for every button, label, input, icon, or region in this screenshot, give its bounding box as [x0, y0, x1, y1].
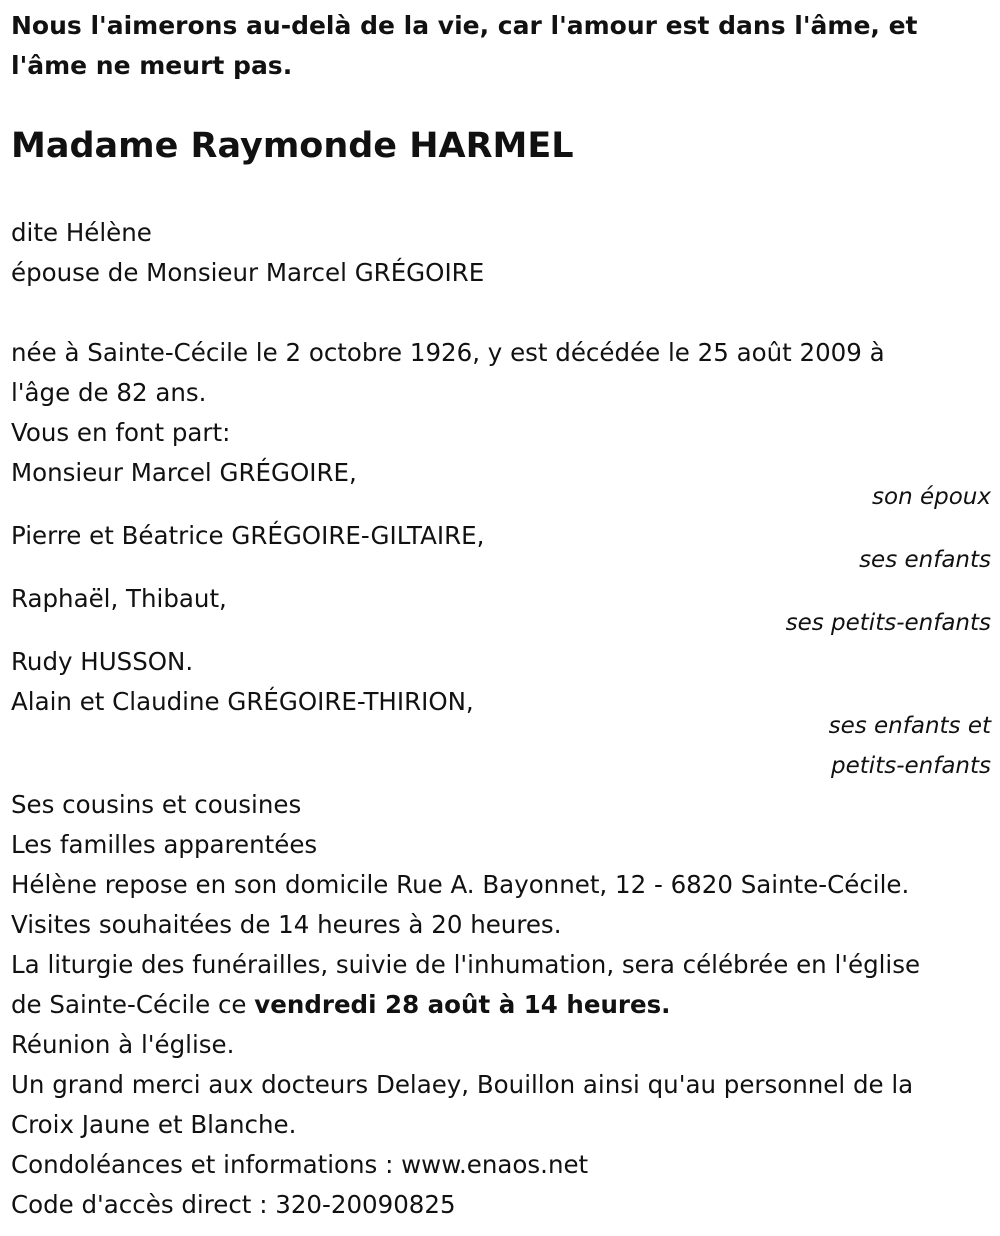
funeral-date-time: vendredi 28 août à 14 heures.: [254, 990, 671, 1019]
family-member-names: Pierre et Béatrice GRÉGOIRE-GILTAIRE,: [11, 521, 485, 550]
family-relation: ses petits-enfants: [785, 610, 991, 636]
family-member-names: Rudy HUSSON.: [11, 647, 194, 676]
family-relation: son époux: [872, 484, 991, 510]
family-relation: ses enfants et: [828, 713, 991, 739]
liturgy-line-1: La liturgie des funérailles, suivie de l'inhumation, sera célébrée en l'église: [11, 950, 921, 979]
cousins-line: Ses cousins et cousines: [11, 790, 302, 819]
condolences-line: Condoléances et informations : www.enaos.net: [11, 1150, 589, 1179]
announcement-intro: Vous en font part:: [11, 418, 231, 447]
family-relation: petits-enfants: [831, 753, 991, 779]
epigraph-quote: Nous l'aimerons au-delà de la vie, car l'amour est dans l'âme, et l'âme ne meurt pas.: [11, 11, 918, 80]
family-member-names: Monsieur Marcel GRÉGOIRE,: [11, 458, 357, 487]
visits-line: Visites souhaitées de 14 heures à 20 heures.: [11, 910, 562, 939]
liturgy-line-2: [11, 985, 670, 1025]
birth-death-line-2: l'âge de 82 ans.: [11, 378, 207, 407]
alias-line: dite Hélène: [11, 218, 152, 247]
family-member-names: Raphaël, Thibaut,: [11, 584, 227, 613]
liturgy-location: de Sainte-Cécile ce: [11, 990, 255, 1019]
families-line: Les familles apparentées: [11, 830, 318, 859]
rest-place-line: Hélène repose en son domicile Rue A. Bayonnet, 12 - 6820 Sainte-Cécile.: [11, 870, 910, 899]
thanks-line-1: Un grand merci aux docteurs Delaey, Bouillon ainsi qu'au personnel de la: [11, 1070, 914, 1099]
family-relation: ses enfants: [859, 547, 991, 573]
birth-death-line-1: née à Sainte-Cécile le 2 octobre 1926, y est décédée le 25 août 2009 à: [11, 338, 885, 367]
deceased-name: Madame Raymonde HARMEL: [11, 126, 574, 166]
spouse-line: épouse de Monsieur Marcel GRÉGOIRE: [11, 258, 485, 287]
family-member-names: Alain et Claudine GRÉGOIRE-THIRION,: [11, 687, 474, 716]
access-code-line: Code d'accès direct : 320-20090825: [11, 1190, 456, 1219]
meeting-line: Réunion à l'église.: [11, 1030, 235, 1059]
thanks-line-2: Croix Jaune et Blanche.: [11, 1110, 297, 1139]
